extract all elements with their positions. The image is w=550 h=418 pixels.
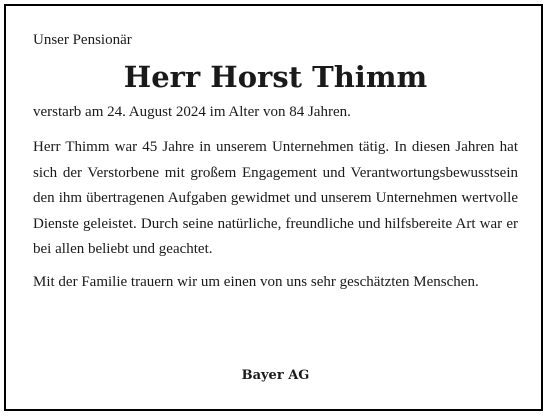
company-signature: Bayer AG [241,368,310,383]
tribute-paragraph: Herr Thimm war 45 Jahre in unserem Unternehmen tätig. In diesen Jahren hat sich der Verstorbene mit großem Engagement und Verantwortungsbewusstsein den ihm übertragenen Aufgaben gewidmet und unserem Unternehmen wertvolle Dienste geleistet. Durch seine natürliche, freundliche und hilfsbereite Art war er bei allen beliebt und geachtet. [33,139,518,258]
death-date-text: verstarb am 24. August 2024 im Alter von 84 Jahren. [33,104,351,120]
intro-text: Unser Pensionär [33,32,132,48]
deceased-name: Herr Horst Thimm [123,60,428,94]
closing-text: Mit der Familie trauern wir um einen von uns sehr geschätzten Menschen. [33,273,479,290]
obituary-notice [33,30,518,383]
